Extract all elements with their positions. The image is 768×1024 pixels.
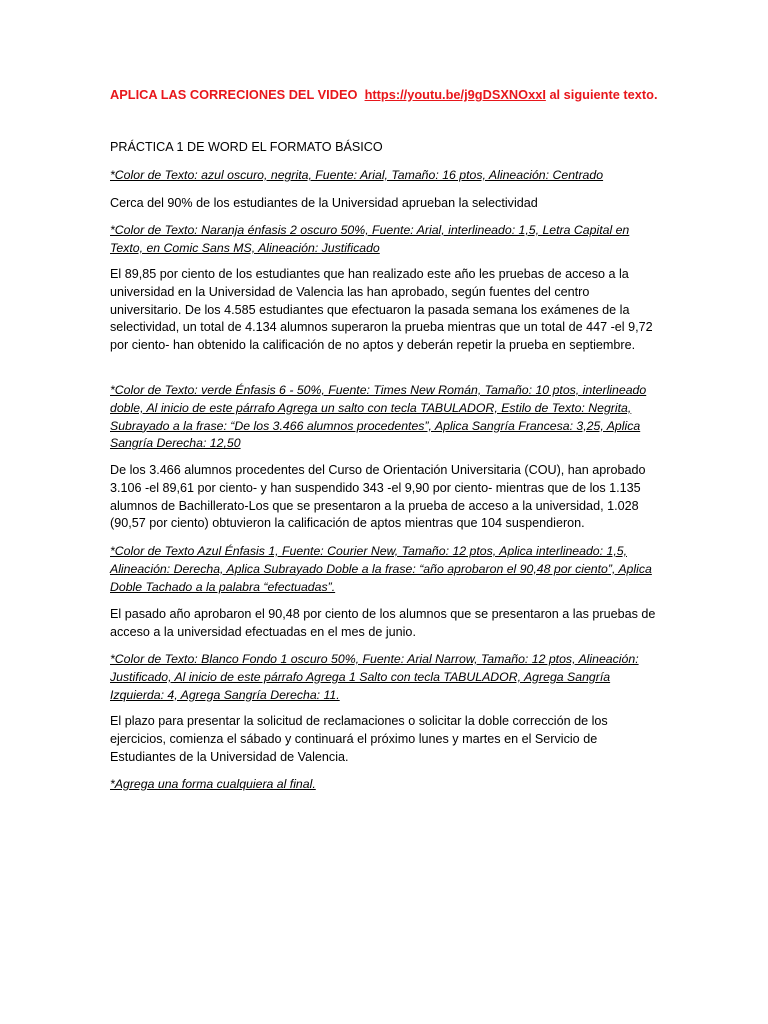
paragraph-1: Cerca del 90% de los estudiantes de la Universidad aprueban la selectividad xyxy=(110,196,538,210)
heading-prefix: APLICA LAS CORRECIONES DEL VIDEO xyxy=(110,87,358,102)
instruction-5: *Color de Texto: Blanco Fondo 1 oscuro 50%, Fuente: Arial Narrow, Tamaño: 12 ptos, Alineación: Justificado, Al inicio de este párrafo Agrega 1 Salto con tecla TABULADOR, Agrega Sangría Izquierda: 4, Agrega Sangría Derecha: 11. xyxy=(110,652,639,702)
paragraph-2: El 89,85 por ciento de los estudiantes que han realizado este año les pruebas de acceso a la universidad en la Universidad de Valencia las han aprobado, según fuentes del centro universitario. De los 4.585 estudiantes que efectuaron la pasada semana los exámenes de la selectividad, un total de 4.134 alumnos superaron la prueba mientras que un total de 447 -el 9,72 por ciento- han obtenido la calificación de no aptos y deberán repetir la prueba en septiembre. xyxy=(110,267,653,353)
practice-title: PRÁCTICA 1 DE WORD EL FORMATO BÁSICO xyxy=(110,140,383,154)
assignment-heading xyxy=(110,86,658,104)
paragraph-5: El plazo para presentar la solicitud de reclamaciones o solicitar la doble corrección de los ejercicios, comienza el sábado y continuará el próximo lunes y martes en el Servicio de Estudiantes de la Universidad de Valencia. xyxy=(110,714,608,764)
instruction-6: *Agrega una forma cualquiera al final. xyxy=(110,777,316,791)
video-link[interactable]: https://youtu.be/j9gDSXNOxxI xyxy=(364,87,546,102)
instruction-2: *Color de Texto: Naranja énfasis 2 oscuro 50%, Fuente: Arial, interlineado: 1,5, Letra Capital en Texto, en Comic Sans MS, Alineación: Justificado xyxy=(110,223,630,255)
instruction-3: *Color de Texto: verde Énfasis 6 - 50%, Fuente: Times New Román, Tamaño: 10 ptos, interlineado doble, Al inicio de este párrafo Agrega un salto con tecla TABULADOR, Estilo de Texto: Negrita, Subrayado a la frase: “De los 3.466 alumnos procedentes”, Aplica Sangría Francesa: 3,25, Aplica Sangría Derecha: 12,50 xyxy=(110,383,647,451)
instruction-4: *Color de Texto Azul Énfasis 1, Fuente: Courier New, Tamaño: 12 ptos, Aplica interlineado: 1,5, Alineación: Derecha, Aplica Subrayado Doble a la frase: “año aprobaron el 90,48 por ciento”, Aplica Doble Tachado a la palabra “efectuadas”. xyxy=(110,544,652,594)
instruction-1: *Color de Texto: azul oscuro, negrita, Fuente: Arial, Tamaño: 16 ptos, Alineación: Centrado xyxy=(110,168,604,182)
paragraph-4: El pasado año aprobaron el 90,48 por ciento de los alumnos que se presentaron a las pruebas de acceso a la universidad efectuadas en el mes de junio. xyxy=(110,607,656,639)
paragraph-3: De los 3.466 alumnos procedentes del Curso de Orientación Universitaria (COU), han aprobado 3.106 -el 89,61 por ciento- y han suspendido 343 -el 9,90 por ciento- mientras que de los 1.135 alumnos de Bachillerato-Los que se presentaron a la prueba de acceso a la universidad, 1.028 (90,57 por ciento) obtuvieron la calificación de aptos mientras que 104 suspendieron. xyxy=(110,463,646,531)
heading-suffix: al siguiente texto. xyxy=(549,87,658,102)
